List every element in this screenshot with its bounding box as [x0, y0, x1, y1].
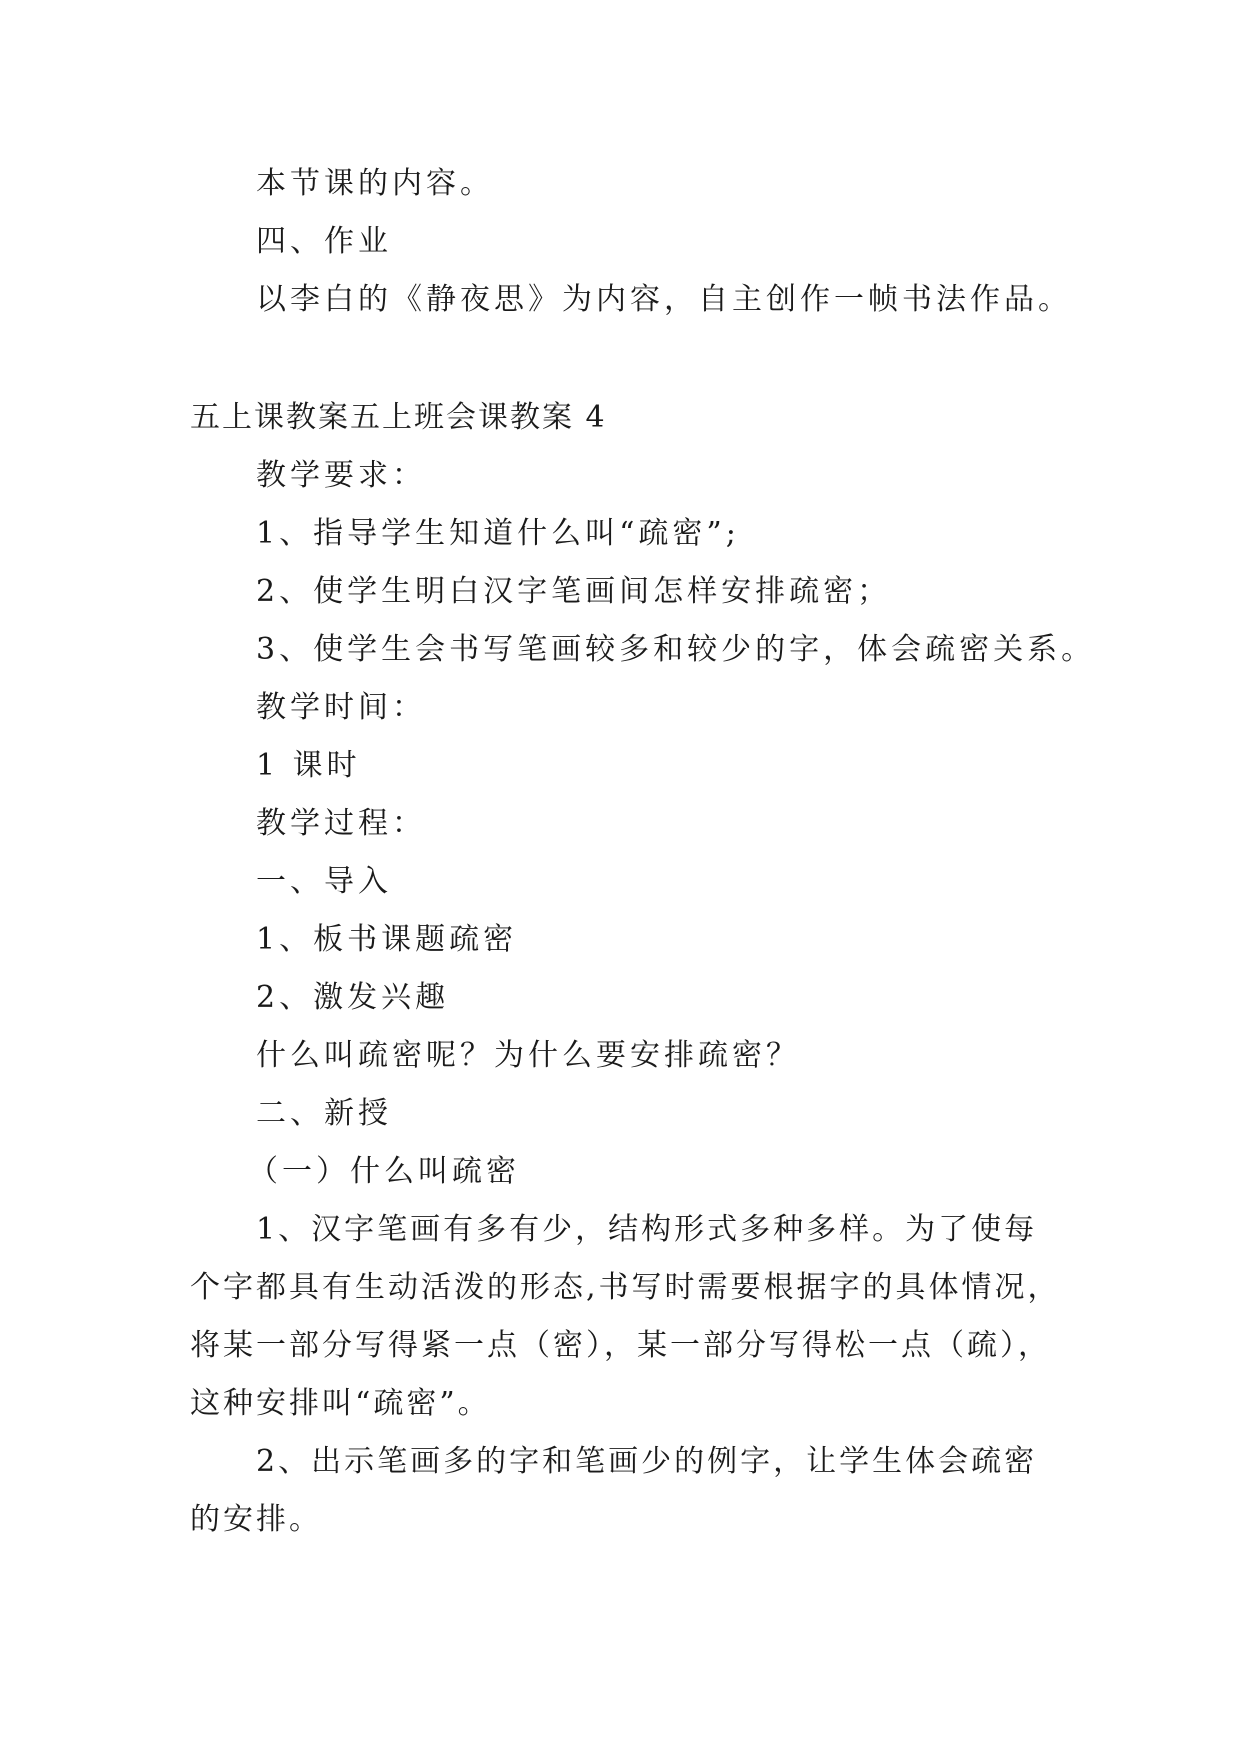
paragraph-line: 2、出示笔画多的字和笔画少的例字，让学生体会疏密 — [256, 1444, 1038, 1479]
text-line: 2、使学生明白汉字笔画间怎样安排疏密； — [256, 574, 892, 609]
paragraph-line: 个字都具有生动活泼的形态,书写时需要根据字的具体情况， — [190, 1270, 1061, 1305]
text-line: 教学时间： — [256, 690, 426, 725]
text-line: 1、指导学生知道什么叫“疏密”; — [256, 516, 740, 551]
paragraph-line: 这种安排叫“疏密”。 — [190, 1386, 491, 1421]
section-title: 五上课教案五上班会课教案 4 — [190, 400, 607, 435]
text-line: 教学要求： — [256, 458, 426, 493]
text-line: 2、激发兴趣 — [256, 980, 450, 1015]
text-line: 二、新授 — [256, 1096, 392, 1131]
text-line: 本节课的内容。 — [256, 166, 494, 201]
text-line: 四、作业 — [256, 224, 392, 259]
text-line: 教学过程： — [256, 806, 426, 841]
text-line: 以李白的《静夜思》为内容，自主创作一帧书法作品。 — [256, 282, 1072, 317]
text-line: 什么叫疏密呢？为什么要安排疏密？ — [256, 1038, 800, 1073]
paragraph-line: 1、汉字笔画有多有少，结构形式多种多样。为了使每 — [256, 1212, 1038, 1247]
paragraph-line: 的安排。 — [190, 1502, 322, 1537]
text-line: 一、导入 — [256, 864, 392, 899]
text-line: 3、使学生会书写笔画较多和较少的字，体会疏密关系。 — [256, 632, 1096, 667]
text-line: 1 课时 — [256, 748, 361, 783]
paragraph-line: 将某一部分写得紧一点（密），某一部分写得松一点（疏）， — [190, 1328, 1051, 1363]
text-line: 1、板书课题疏密 — [256, 922, 518, 957]
text-line: （一）什么叫疏密 — [248, 1154, 520, 1189]
